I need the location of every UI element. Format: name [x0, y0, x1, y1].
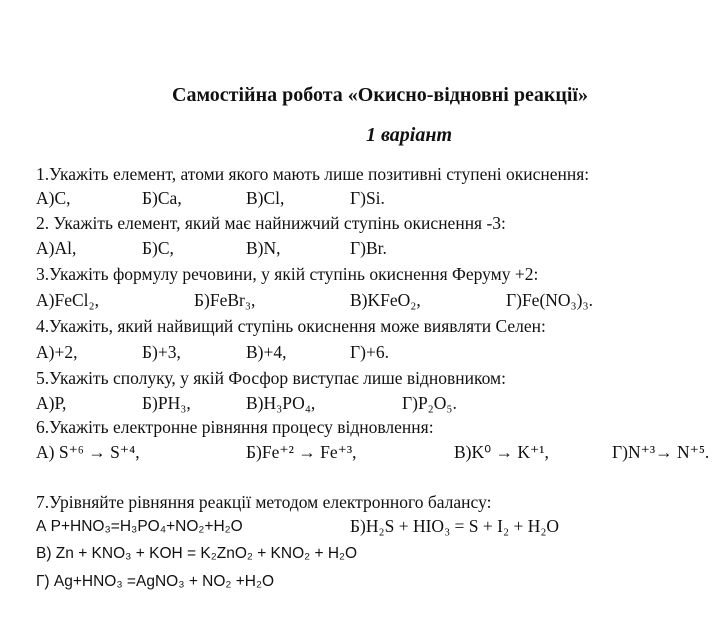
question-5-text: 5.Укажіть сполуку, у якій Фосфор виступає лише відновником: [36, 368, 506, 388]
question-3-text: 3.Укажіть формулу речовини, у якій ступінь окиснення Феруму +2: [36, 264, 539, 284]
question-2-option-b: Б)С, [142, 238, 174, 258]
question-2-option-d: Г)Br. [350, 238, 387, 258]
question-4-option-b: Б)+3, [142, 342, 181, 362]
task-7-equation-c: В) Zn + KNO₃ + KOH = K₂ZnO₂ + KNO₂ + H₂O [36, 545, 358, 562]
variant-heading: 1 варіант [366, 124, 453, 146]
question-2-option-c: В)N, [246, 238, 281, 258]
question-3-option-a: А)FeCl₂, [36, 290, 99, 310]
question-5-option-d: Г)Р₂О₅. [402, 393, 457, 413]
task-7-equation-d: Г) Ag+HNO₃ =AgNO₃ + NO₂ +H₂O [36, 573, 275, 590]
question-4-text: 4.Укажіть, який найвищий ступінь окиснення може виявляти Селен: [36, 316, 546, 336]
question-1-option-c: В)Сl, [246, 188, 285, 208]
task-7-text: 7.Урівняйте рівняння реакції методом електронного балансу: [36, 492, 492, 512]
question-5-option-c: В)Н₃РО₄, [246, 393, 316, 413]
question-5-option-b: Б)РН₃, [142, 393, 191, 413]
question-1-option-d: Г)Si. [350, 188, 385, 208]
question-6-option-b: Б)Fe⁺² → Fe⁺³, [246, 442, 357, 462]
question-6-option-a: А) S⁺⁶ → S⁺⁴, [36, 442, 140, 462]
question-6-text: 6.Укажіть електронне рівняння процесу відновлення: [36, 417, 434, 437]
question-4-option-a: А)+2, [36, 342, 78, 362]
question-1-option-a: А)С, [36, 188, 71, 208]
question-6-option-c: В)K⁰ → K⁺¹, [454, 442, 549, 462]
question-4-option-c: В)+4, [246, 342, 287, 362]
question-2-option-a: А)Al, [36, 238, 77, 258]
question-1-option-b: Б)Са, [142, 188, 182, 208]
question-3-option-b: Б)FeBr₃, [194, 290, 256, 310]
question-2-text: 2. Укажіть елемент, який має найнижчий ступінь окиснення -3: [36, 213, 506, 233]
question-6-option-d: Г)N⁺³→ N⁺⁵. [612, 442, 710, 462]
task-7-equation-a: А P+HNO₃=H₃PO₄+NO₂+H₂O [36, 518, 243, 535]
question-5-option-a: А)Р, [36, 393, 67, 413]
page-title: Самостійна робота «Окисно-відновні реакції» [172, 84, 588, 106]
question-3-option-c: В)KFeO₂, [350, 290, 421, 310]
task-7-equation-b: Б)H₂S + HIO₃ = S + I₂ + H₂O [350, 516, 560, 536]
question-4-option-d: Г)+6. [350, 342, 389, 362]
question-3-option-d: Г)Fe(NO₃)₃. [506, 290, 593, 310]
question-1-text: 1.Укажіть елемент, атоми якого мають лише позитивні ступені окиснення: [36, 164, 590, 184]
